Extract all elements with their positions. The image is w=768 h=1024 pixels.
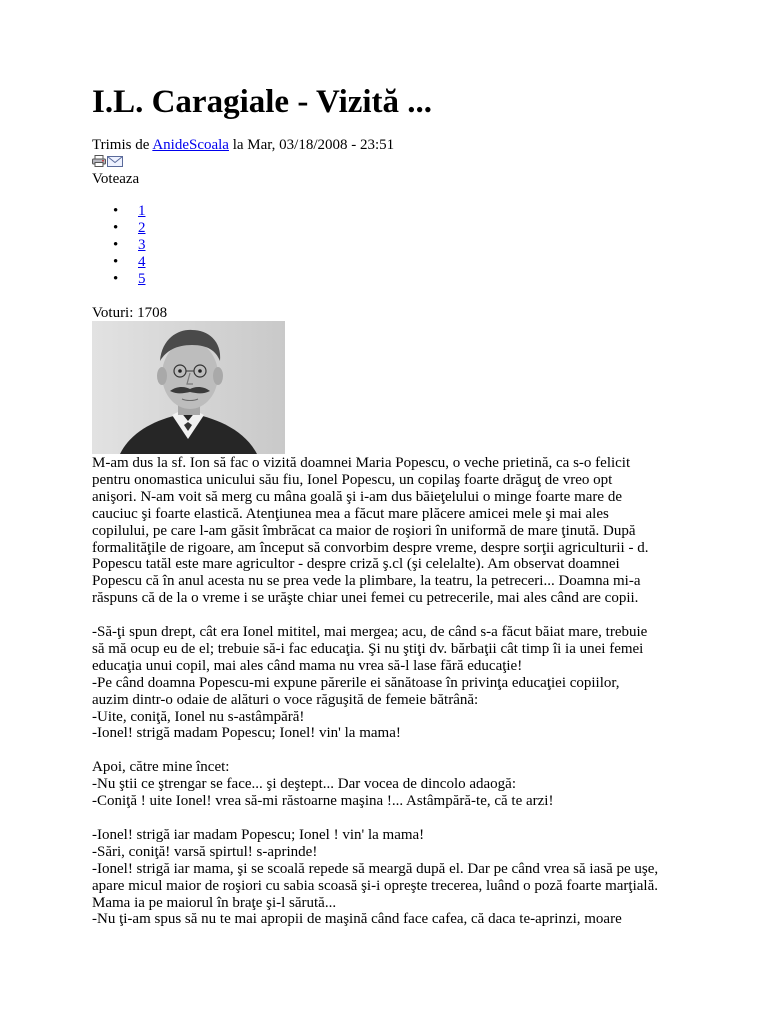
- text-line: pentru onomastica unicului său fiu, Ionel Popescu, un copilaş foarte drăguţ de vreo opt: [92, 471, 613, 488]
- share-icons: [92, 155, 123, 167]
- votes-count: Voturi: 1708: [92, 305, 168, 321]
- author-portrait: [92, 321, 285, 454]
- text-line: auzim dintr-o odaie de alături o voce răguşită de femeie bătrână:: [92, 691, 479, 708]
- text-line: Popescu tatăl este mare agricultor - despre criză ş.cl (şi celelalte). Am observat doamnei: [92, 556, 620, 573]
- text-line: -Uite, coniţă, Ionel nu s-astâmpără!: [92, 708, 305, 725]
- text-line: anişori. N-am voit să merg cu mâna goală şi i-am dus băieţelului o minge foarte mare de: [92, 488, 622, 505]
- text-line: Mama ia pe maiorul în braţe şi-l sărută...: [92, 894, 337, 911]
- list-item: [92, 203, 146, 220]
- list-item: [92, 254, 146, 271]
- text-line: -Să-ţi spun drept, cât era Ionel mititel, mai mergea; acu, de când s-a făcut băiat mare, trebuie: [92, 624, 648, 641]
- author-link[interactable]: AnideScoala: [152, 137, 229, 153]
- paragraph-gap: [92, 607, 692, 624]
- text-line: -Sări, coniţă! varsă spirtul! s-aprinde!: [92, 843, 318, 860]
- list-item: [92, 271, 146, 288]
- email-icon[interactable]: [107, 155, 123, 167]
- text-line: apare micul maior de roşiori cu sabia scoasă şi-i opreşte trecerea, luând o poză foarte marţială.: [92, 877, 658, 894]
- text-line: -Pe când doamna Popescu-mi expune părerile ei sănătoase în privinţa educaţiei copiilor,: [92, 674, 620, 691]
- vote-label: Voteaza: [92, 171, 140, 187]
- text-line: să mă ocup eu de el; trebuie să-i fac educaţia. Şi nu ştiţi dv. bărbaţii cât timp îi ia unei femei: [92, 640, 644, 657]
- paragraph-gap: [92, 742, 692, 759]
- text-line: -Ionel! strigă iar madam Popescu; Ionel ! vin' la mama!: [92, 826, 425, 843]
- text-line: -Nu ţi-am spus să nu te mai apropii de maşină când face cafea, că daca te-aprinzi, moare: [92, 911, 622, 928]
- rating-option-1[interactable]: 1: [138, 203, 146, 219]
- text-line: răspuns că de la o vreme i se urăşte chiar unei femei cu petrecerile, mai ales când are copii.: [92, 590, 639, 607]
- rating-list: [92, 203, 146, 288]
- rating-option-4[interactable]: 4: [138, 254, 146, 270]
- text-line: copilului, pe care l-am găsit îmbrăcat ca maior de roşiori în uniformă de mare ţinută. După: [92, 522, 636, 539]
- text-line: cauciuc şi foarte elastică. Atenţiunea mea a făcut mare plăcere amicei mele şi mai ales: [92, 505, 609, 522]
- text-line: -Ionel! strigă iar mama, şi se scoală repede să meargă după el. Dar pe când vrea să iasă pe uşe,: [92, 860, 659, 877]
- list-item: [92, 220, 146, 237]
- text-line: -Coniţă ! uite Ionel! vrea să-mi răstoarne maşina !... Astâmpără-te, că te arzi!: [92, 793, 554, 810]
- rating-option-2[interactable]: 2: [138, 220, 146, 236]
- printer-icon[interactable]: [92, 155, 106, 167]
- rating-option-5[interactable]: 5: [138, 271, 146, 287]
- text-line: Popescu că în anul acesta nu se prea vede la plimbare, la teatru, la petreceri... Doamna mi-a: [92, 573, 641, 590]
- article-body: [92, 455, 692, 928]
- text-line: Apoi, către mine încet:: [92, 759, 230, 776]
- post-meta: [92, 136, 394, 154]
- rating-option-3[interactable]: 3: [138, 237, 146, 253]
- meta-prefix: Trimis de: [92, 137, 150, 153]
- text-line: M-am dus la sf. Ion să fac o vizită doamnei Maria Popescu, o veche prietină, ca s-o felicit: [92, 455, 631, 471]
- list-item: [92, 237, 146, 254]
- page-title: I.L. Caragiale - Vizită ...: [92, 84, 433, 120]
- text-line: -Ionel! strigă madam Popescu; Ionel! vin' la mama!: [92, 725, 401, 742]
- text-line: -Nu ştii ce ştrengar se face... şi deştept... Dar vocea de dincolo adaogă:: [92, 776, 516, 793]
- text-line: formalităţile de rigoare, am început să convorbim despre vreme, despre sorţii agriculturii - d.: [92, 539, 649, 556]
- meta-date: la Mar, 03/18/2008 - 23:51: [232, 137, 395, 153]
- paragraph-gap: [92, 810, 692, 827]
- text-line: educaţia unui copil, mai ales când mama nu vrea să-l lase fără educaţie!: [92, 657, 523, 674]
